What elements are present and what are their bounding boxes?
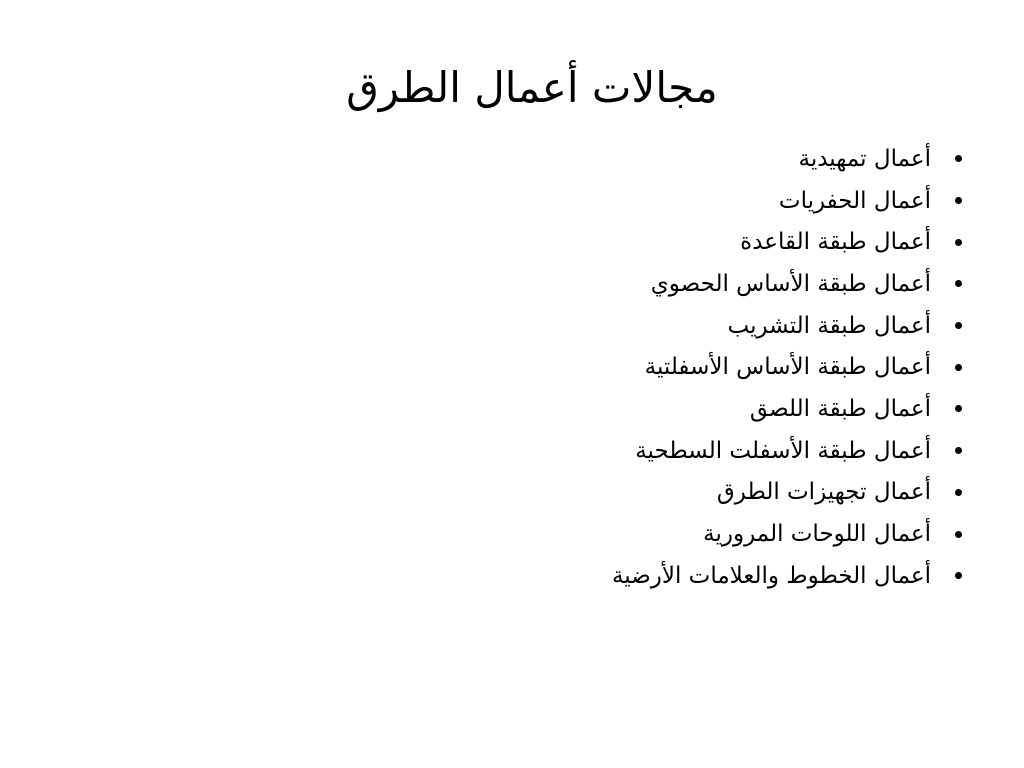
list-item (364, 555, 964, 597)
list-item (364, 138, 964, 180)
list-item (364, 180, 964, 222)
list-item-text: أعمال تجهيزات الطرق (716, 479, 931, 506)
list-item-text: أعمال الخطوط والعلامات الأرضية (611, 562, 931, 589)
list-item (364, 305, 964, 347)
list-item-text: أعمال طبقة الأسفلت السطحية (635, 437, 931, 464)
list-item (364, 388, 964, 430)
bullet-icon (955, 531, 962, 538)
bullet-icon (955, 197, 962, 204)
list-item (364, 346, 964, 388)
list-item-text: أعمال طبقة الأساس الحصوي (650, 270, 931, 297)
slide-title: مجالات أعمال الطرق (346, 63, 718, 112)
list-item-text: أعمال الحفريات (778, 187, 931, 214)
bullet-icon (955, 447, 962, 454)
list-item (364, 513, 964, 555)
bullet-icon (955, 280, 962, 287)
bullet-icon (955, 405, 962, 412)
bullet-icon (955, 364, 962, 371)
bullet-icon (955, 322, 962, 329)
list-item-text: أعمال طبقة الأساس الأسفلتية (644, 354, 931, 381)
list-item (364, 472, 964, 514)
list-item-text: أعمال طبقة التشريب (727, 312, 931, 339)
list-item-text: أعمال اللوحات المرورية (703, 521, 931, 548)
list-item-text: أعمال تمهيدية (798, 145, 931, 172)
bullet-list (364, 138, 964, 597)
bullet-icon (955, 572, 962, 579)
bullet-icon (955, 155, 962, 162)
bullet-icon (955, 489, 962, 496)
list-item (364, 430, 964, 472)
list-item-text: أعمال طبقة اللصق (749, 395, 931, 422)
list-item (364, 221, 964, 263)
list-item (364, 263, 964, 305)
bullet-icon (955, 239, 962, 246)
list-item-text: أعمال طبقة القاعدة (740, 229, 931, 256)
